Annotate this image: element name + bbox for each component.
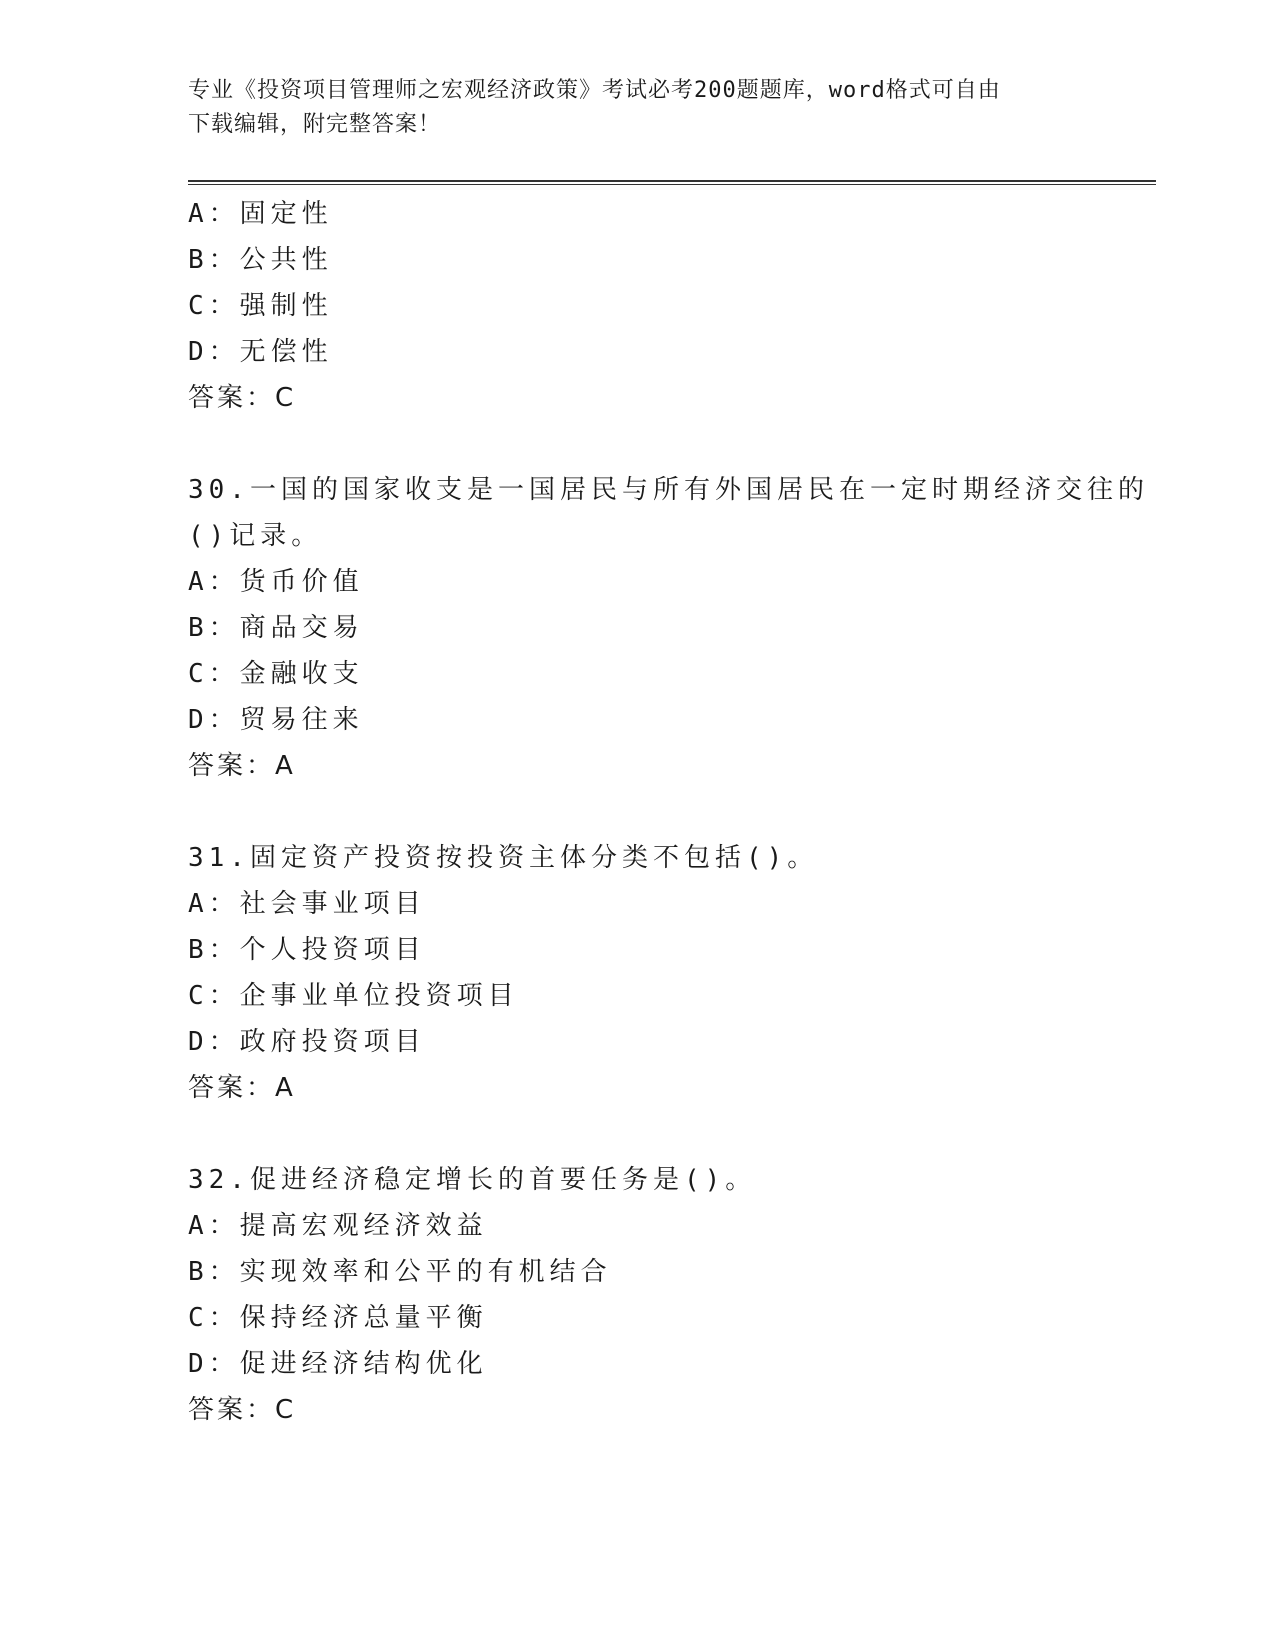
option-a: A：货币价值 — [188, 567, 364, 597]
answer: 答案：A — [188, 1073, 296, 1103]
spacer — [188, 1111, 1088, 1157]
option-b: B：个人投资项目 — [188, 935, 426, 965]
question-29 — [188, 191, 1088, 421]
spacer — [188, 789, 1088, 835]
header-divider — [188, 180, 1156, 185]
option-c: C：强制性 — [188, 291, 333, 321]
answer: 答案：A — [188, 751, 296, 781]
question-stem: 31.固定资产投资按投资主体分类不包括()。 — [188, 843, 819, 873]
document-header — [188, 74, 1078, 142]
question-stem: 30.一国的国家收支是一国居民与所有外国居民在一定时期经济交往的 — [188, 475, 1149, 505]
option-a: A：提高宏观经济效益 — [188, 1211, 488, 1241]
header-line-1: 专业《投资项目管理师之宏观经济政策》考试必考200题题库，word格式可自由 — [188, 78, 1001, 103]
option-a: A：社会事业项目 — [188, 889, 426, 919]
question-stem-continued: ()记录。 — [188, 521, 323, 551]
option-a: A：固定性 — [188, 199, 333, 229]
question-32 — [188, 1157, 1088, 1433]
answer: 答案：C — [188, 1395, 297, 1425]
option-b: B：商品交易 — [188, 613, 364, 643]
question-30 — [188, 467, 1149, 789]
option-d: D：政府投资项目 — [188, 1027, 426, 1057]
question-list — [188, 191, 1149, 1433]
question-31 — [188, 835, 1088, 1111]
option-d: D：贸易往来 — [188, 705, 364, 735]
option-b: B：公共性 — [188, 245, 333, 275]
option-d: D：促进经济结构优化 — [188, 1349, 488, 1379]
option-c: C：保持经济总量平衡 — [188, 1303, 488, 1333]
question-stem: 32.促进经济稳定增长的首要任务是()。 — [188, 1165, 757, 1195]
header-line-2: 下载编辑，附完整答案！ — [188, 112, 442, 137]
answer: 答案：C — [188, 383, 297, 413]
option-b: B：实现效率和公平的有机结合 — [188, 1257, 612, 1287]
spacer — [188, 421, 1088, 467]
option-c: C：企事业单位投资项目 — [188, 981, 519, 1011]
option-c: C：金融收支 — [188, 659, 364, 689]
option-d: D：无偿性 — [188, 337, 333, 367]
